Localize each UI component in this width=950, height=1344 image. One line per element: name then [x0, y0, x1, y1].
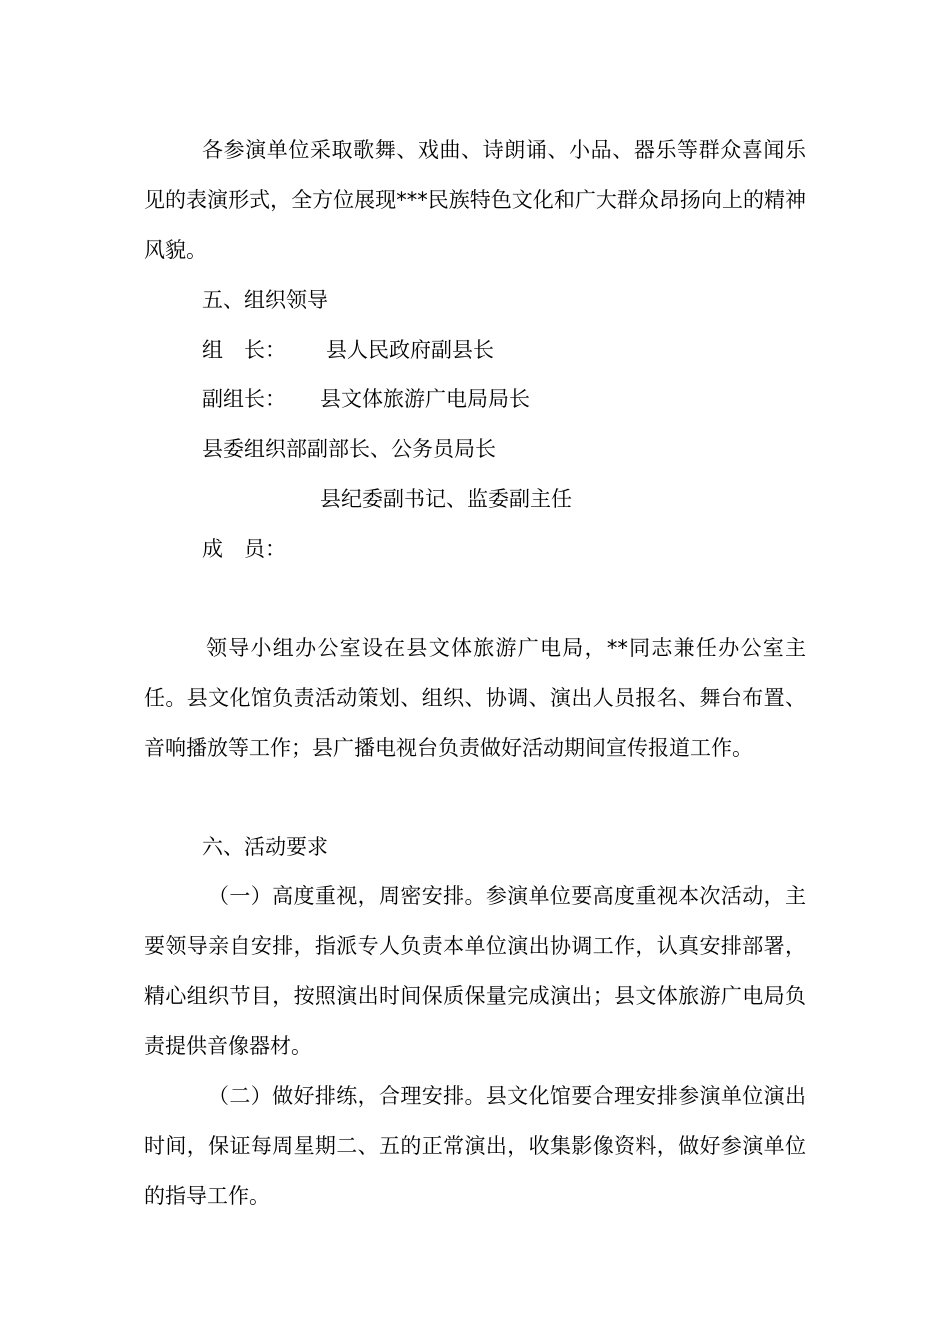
members-label: 成 员：	[202, 537, 286, 561]
heading-activity-requirements: 六、活动要求	[202, 835, 328, 859]
paragraph-office-setup: 领导小组办公室设在县文体旅游广电局，**同志兼任办公室主任。县文化馆负责活动策划、组织、协调、演出人员报名、舞台布置、音响播放等工作；县广播电视台负责做好活动期间宣传报道工作。	[144, 636, 806, 760]
leader-value: 县人民政府副县长	[326, 338, 494, 362]
paragraph-performance-forms: 各参演单位采取歌舞、戏曲、诗朗诵、小品、器乐等群众喜闻乐见的表演形式，全方位展现***民族特色文化和广大群众昂扬向上的精神风貌。	[144, 138, 806, 262]
paragraph-requirement-two: （二）做好排练，合理安排。县文化馆要合理安排参演单位演出时间，保证每周星期二、五的正常演出，收集影像资料，做好参演单位的指导工作。	[144, 1084, 806, 1208]
deputy-leader-value: 县文体旅游广电局局长	[320, 387, 530, 411]
leader-label: 组 长：	[202, 338, 286, 362]
deputy-leader-second: 县委组织部副部长、公务员局长	[202, 437, 496, 461]
deputy-leader-third: 县纪委副书记、监委副主任	[320, 487, 572, 511]
paragraph-requirement-one: （一）高度重视，周密安排。参演单位要高度重视本次活动，主要领导亲自安排，指派专人负责本单位演出协调工作，认真安排部署，精心组织节目，按照演出时间保质保量完成演出；县文体旅游广电局负责提供音像器材。	[144, 884, 806, 1058]
deputy-leader-label: 副组长：	[202, 387, 286, 411]
heading-organization-leadership: 五、组织领导	[202, 288, 328, 312]
